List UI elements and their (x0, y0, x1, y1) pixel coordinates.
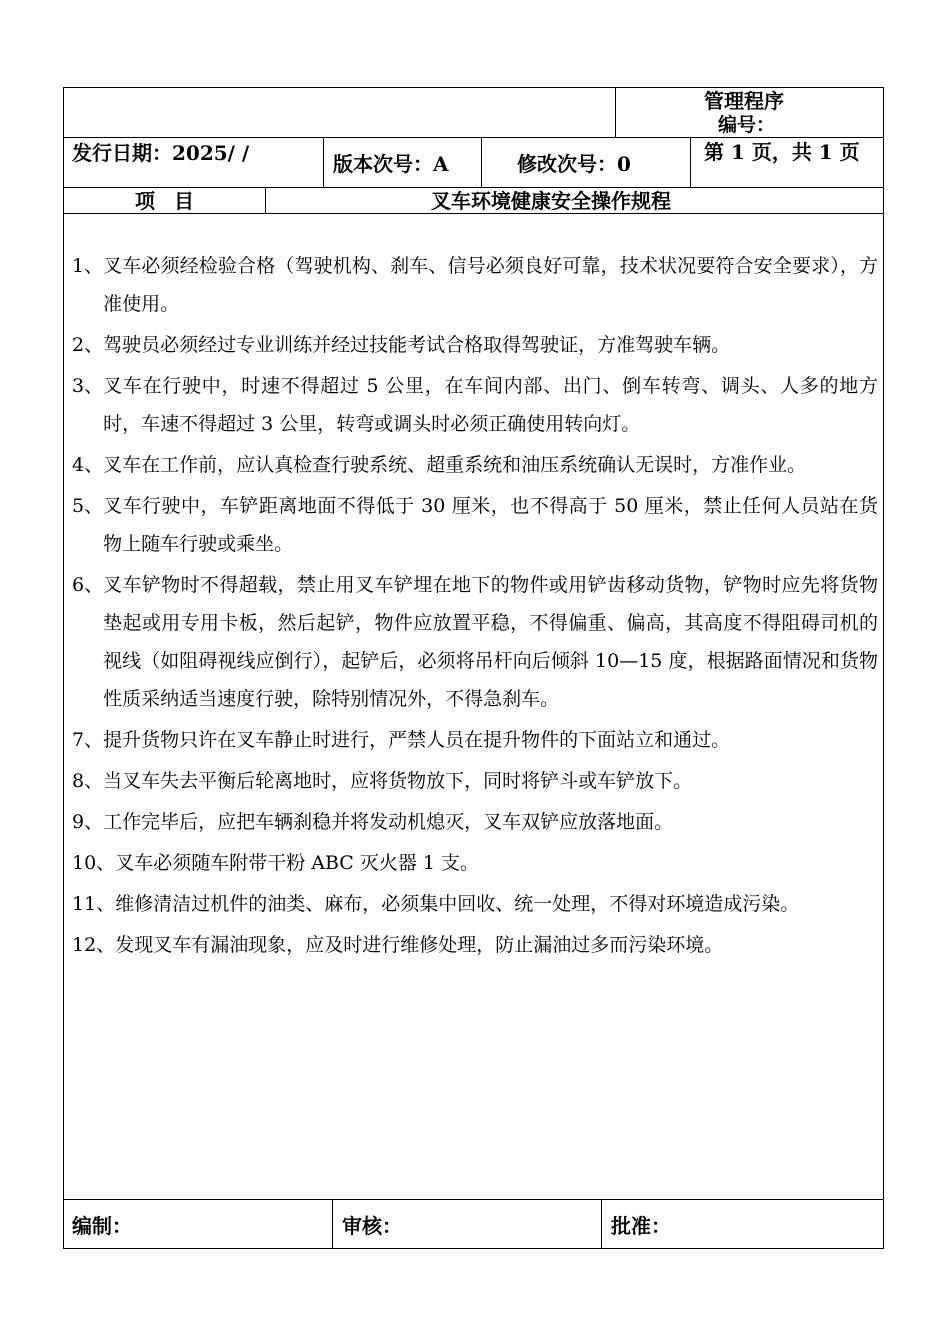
rule-v-footer-2 (601, 1199, 602, 1249)
item-number: 2、 (72, 334, 104, 356)
item-text: 发现叉车有漏油现象，应及时进行维修处理，防止漏油过多而污染环境。 (115, 934, 724, 956)
item-number: 10、 (72, 852, 116, 874)
item-text: 叉车行驶中，车铲距离地面不得低于 30 厘米，也不得高于 50 厘米，禁止任何人员站在货物上随车行驶或乘坐。 (103, 495, 878, 555)
list-item (72, 721, 878, 759)
item-number: 1、 (72, 255, 104, 277)
approved-by-label: 批准： (611, 1214, 671, 1238)
item-number: 8、 (72, 770, 104, 792)
doc-number-label: 编号： (718, 114, 776, 136)
doc-type: 管理程序 (704, 89, 784, 113)
item-text: 叉车在行驶中，时速不得超过 5 公里，在车间内部、出门、倒车转弯、调头、人多的地方时，车速不得超过 3 公里，转弯或调头时必须正确使用转向灯。 (103, 375, 878, 435)
item-text: 驾驶员必须经过专业训练并经过技能考试合格取得驾驶证，方准驾驶车辆。 (103, 334, 731, 356)
page-info: 第 1 页，共 1 页 (704, 140, 860, 164)
list-item (72, 247, 878, 323)
item-number: 4、 (72, 454, 104, 476)
list-item (72, 566, 878, 718)
list-item (72, 926, 878, 964)
rule-v-item (265, 187, 266, 213)
list-item (72, 844, 878, 882)
reviewed-by-label: 审核： (342, 1214, 402, 1238)
item-text: 叉车铲物时不得超载，禁止用叉车铲埋在地下的物件或用铲齿移动货物，铲物时应先将货物垫起或用专用卡板，然后起铲，物件应放置平稳，不得偏重、偏高，其高度不得阻碍司机的视线（如阻碍视线应倒行），起铲后，必须将吊杆向后倾斜 10—15 度，根据路面情况和货物性质采纳适当速度行驶，除特别情况外，不得急刹车。 (103, 574, 878, 710)
item-text: 工作完毕后，应把车辆刹稳并将发动机熄灭，叉车双铲应放落地面。 (103, 811, 674, 833)
item-number: 3、 (72, 375, 104, 397)
list-item (72, 803, 878, 841)
item-number: 5、 (72, 495, 104, 517)
item-text: 叉车必须经检验合格（驾驶机构、刹车、信号必须良好可靠，技术状况要符合安全要求），方准使用。 (103, 255, 878, 315)
item-label: 项 目 (135, 189, 200, 213)
rule-v-footer-1 (332, 1199, 333, 1249)
rule-v-version-right (481, 137, 482, 187)
item-number: 12、 (72, 934, 116, 956)
document-title: 叉车环境健康安全操作规程 (431, 189, 671, 213)
list-item (72, 326, 878, 364)
rule-header-1 (63, 137, 884, 138)
item-text: 叉车在工作前，应认真检查行驶系统、超重系统和油压系统确认无误时，方准作业。 (103, 454, 807, 476)
item-number: 6、 (72, 574, 104, 596)
list-item (72, 885, 878, 923)
prepared-by-label: 编制： (72, 1214, 132, 1238)
list-item (72, 446, 878, 484)
item-text: 叉车必须随车附带干粉 ABC 灭火器 1 支。 (115, 852, 480, 874)
item-text: 维修清洁过机件的油类、麻布，必须集中回收、统一处理，不得对环境造成污染。 (115, 893, 800, 915)
item-number: 7、 (72, 729, 104, 751)
rule-footer (63, 1199, 884, 1200)
list-item (72, 762, 878, 800)
item-text: 当叉车失去平衡后轮离地时，应将货物放下，同时将铲斗或车铲放下。 (103, 770, 693, 792)
rules-list (72, 247, 878, 967)
item-number: 11、 (72, 893, 116, 915)
rule-v-doctype (615, 87, 616, 137)
revision-number: 修改次号：0 (517, 152, 631, 176)
item-number: 9、 (72, 811, 104, 833)
list-item (72, 487, 878, 563)
item-text: 提升货物只许在叉车静止时进行，严禁人员在提升物件的下面站立和通过。 (103, 729, 731, 751)
rule-v-pageinfo (690, 137, 691, 187)
version-number: 版本次号：A (333, 152, 449, 176)
rule-v-version-left (323, 137, 324, 187)
list-item (72, 367, 878, 443)
issue-date: 发行日期：2025/ / (72, 141, 250, 165)
